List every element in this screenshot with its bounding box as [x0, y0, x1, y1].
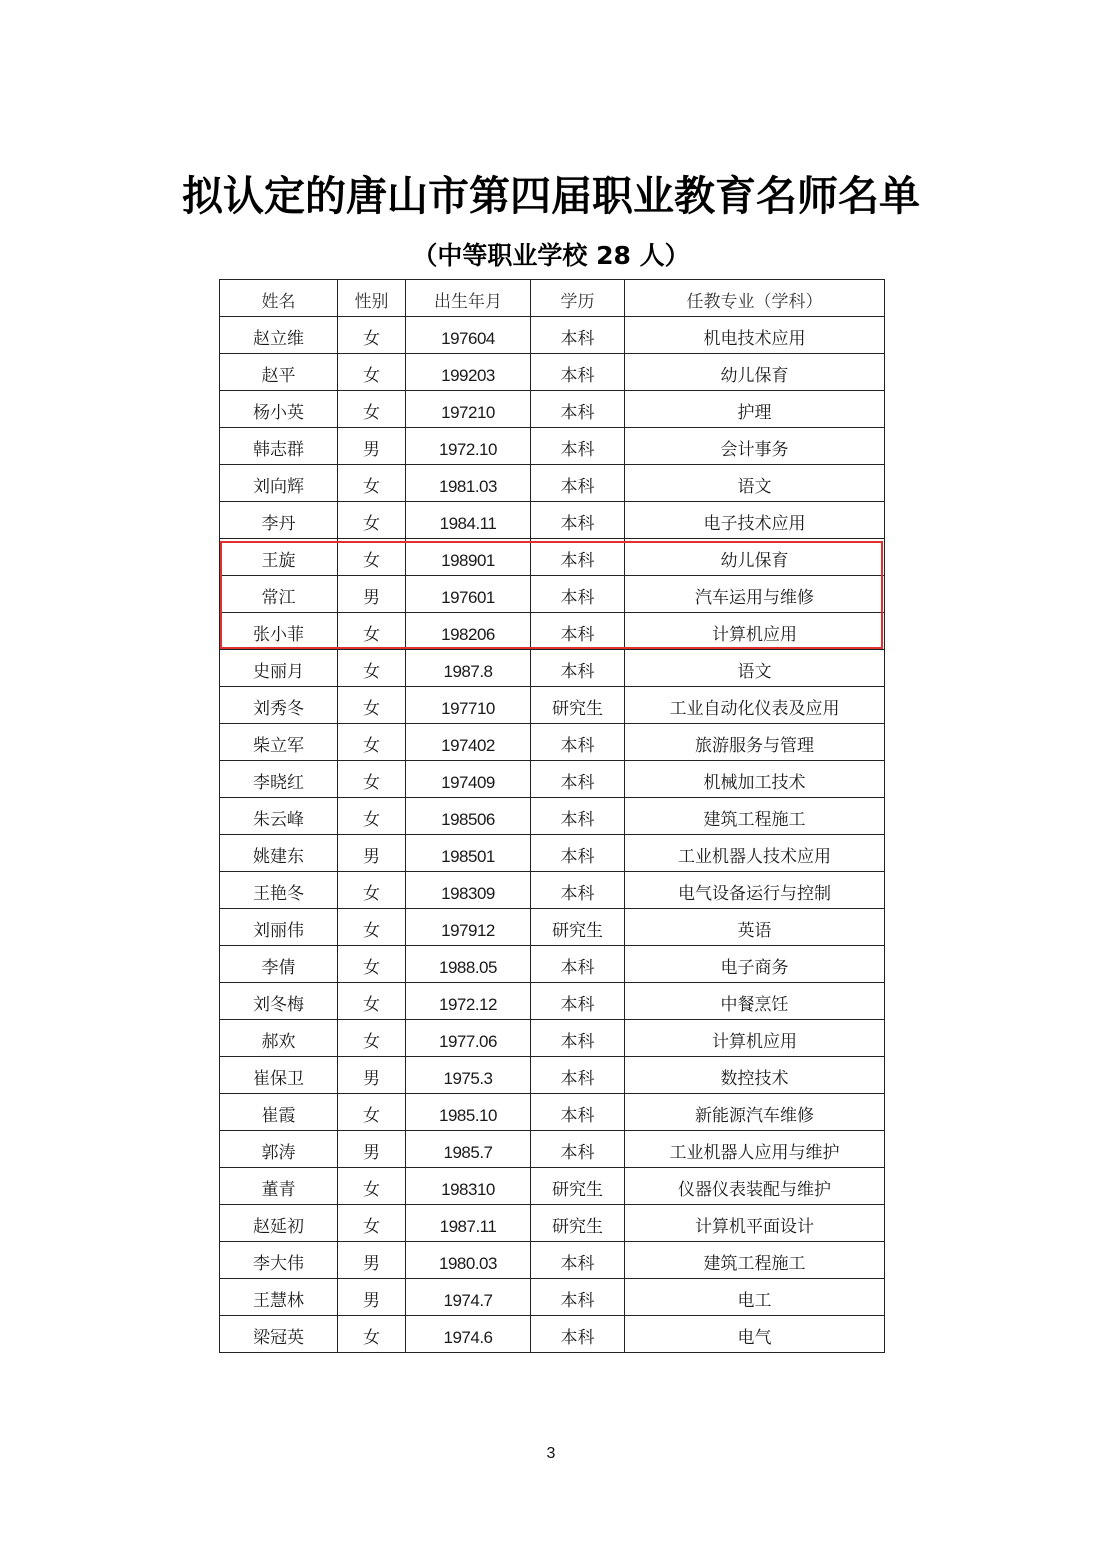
subject-cell: 电气设备运行与控制	[625, 872, 885, 909]
education-cell: 本科	[531, 761, 625, 798]
subject-cell: 中餐烹饪	[625, 983, 885, 1020]
subject-cell: 电工	[625, 1279, 885, 1316]
subject-cell: 计算机平面设计	[625, 1205, 885, 1242]
birth-cell: 1987.8	[406, 650, 531, 687]
gender-cell: 男	[338, 428, 406, 465]
table-row	[220, 835, 885, 872]
subject-cell: 计算机应用	[625, 1020, 885, 1057]
page-subtitle: （中等职业学校 28 人）	[412, 241, 690, 270]
gender-cell: 女	[338, 1020, 406, 1057]
table-row	[220, 1131, 885, 1168]
education-cell: 本科	[531, 1242, 625, 1279]
birth-cell: 198506	[406, 798, 531, 835]
gender-cell: 女	[338, 539, 406, 576]
education-cell: 本科	[531, 872, 625, 909]
subject-cell: 汽车运用与维修	[625, 576, 885, 613]
gender-cell: 男	[338, 1279, 406, 1316]
subject-cell: 仪器仪表装配与维护	[625, 1168, 885, 1205]
subject-cell: 数控技术	[625, 1057, 885, 1094]
subject-cell: 电气	[625, 1316, 885, 1353]
name-cell: 赵立维	[220, 317, 338, 354]
subject-cell: 新能源汽车维修	[625, 1094, 885, 1131]
gender-cell: 女	[338, 1205, 406, 1242]
gender-cell: 女	[338, 1094, 406, 1131]
column-header-subject: 任教专业（学科）	[625, 280, 885, 317]
education-cell: 本科	[531, 1094, 625, 1131]
name-cell: 刘向辉	[220, 465, 338, 502]
birth-cell: 1975.3	[406, 1057, 531, 1094]
subject-cell: 幼儿保育	[625, 354, 885, 391]
education-cell: 本科	[531, 835, 625, 872]
gender-cell: 女	[338, 946, 406, 983]
table-row	[220, 539, 885, 576]
table-row	[220, 465, 885, 502]
gender-cell: 女	[338, 317, 406, 354]
birth-cell: 198501	[406, 835, 531, 872]
table-row	[220, 909, 885, 946]
education-cell: 本科	[531, 946, 625, 983]
gender-cell: 男	[338, 1131, 406, 1168]
column-header-birth: 出生年月	[406, 280, 531, 317]
education-cell: 本科	[531, 983, 625, 1020]
table-header-row	[220, 280, 885, 317]
subject-cell: 计算机应用	[625, 613, 885, 650]
name-cell: 李倩	[220, 946, 338, 983]
birth-cell: 197604	[406, 317, 531, 354]
subject-cell: 建筑工程施工	[625, 1242, 885, 1279]
birth-cell: 199203	[406, 354, 531, 391]
gender-cell: 女	[338, 354, 406, 391]
subject-cell: 工业机器人技术应用	[625, 835, 885, 872]
gender-cell: 女	[338, 465, 406, 502]
name-cell: 朱云峰	[220, 798, 338, 835]
subject-cell: 工业机器人应用与维护	[625, 1131, 885, 1168]
name-cell: 李晓红	[220, 761, 338, 798]
name-cell: 史丽月	[220, 650, 338, 687]
table-row	[220, 872, 885, 909]
birth-cell: 197710	[406, 687, 531, 724]
name-cell: 崔保卫	[220, 1057, 338, 1094]
table-row	[220, 1094, 885, 1131]
birth-cell: 1977.06	[406, 1020, 531, 1057]
gender-cell: 男	[338, 835, 406, 872]
birth-cell: 198206	[406, 613, 531, 650]
gender-cell: 女	[338, 391, 406, 428]
gender-cell: 女	[338, 761, 406, 798]
education-cell: 本科	[531, 317, 625, 354]
gender-cell: 女	[338, 502, 406, 539]
gender-cell: 女	[338, 613, 406, 650]
education-cell: 研究生	[531, 1205, 625, 1242]
name-cell: 刘秀冬	[220, 687, 338, 724]
table-row	[220, 687, 885, 724]
table-row	[220, 354, 885, 391]
gender-cell: 女	[338, 983, 406, 1020]
page-number: 3	[546, 1445, 556, 1462]
subject-cell: 电子技术应用	[625, 502, 885, 539]
roster-table	[219, 279, 885, 1353]
name-cell: 柴立军	[220, 724, 338, 761]
education-cell: 本科	[531, 539, 625, 576]
name-cell: 崔霞	[220, 1094, 338, 1131]
birth-cell: 197402	[406, 724, 531, 761]
gender-cell: 女	[338, 650, 406, 687]
birth-cell: 1988.05	[406, 946, 531, 983]
gender-cell: 男	[338, 1057, 406, 1094]
name-cell: 董青	[220, 1168, 338, 1205]
table-row	[220, 1020, 885, 1057]
birth-cell: 1985.10	[406, 1094, 531, 1131]
name-cell: 李丹	[220, 502, 338, 539]
birth-cell: 1972.12	[406, 983, 531, 1020]
birth-cell: 1972.10	[406, 428, 531, 465]
table-row	[220, 946, 885, 983]
gender-cell: 女	[338, 687, 406, 724]
name-cell: 常江	[220, 576, 338, 613]
table-row	[220, 1057, 885, 1094]
table-row	[220, 317, 885, 354]
birth-cell: 1987.11	[406, 1205, 531, 1242]
birth-cell: 197409	[406, 761, 531, 798]
name-cell: 韩志群	[220, 428, 338, 465]
education-cell: 本科	[531, 650, 625, 687]
table-row	[220, 1316, 885, 1353]
name-cell: 郭涛	[220, 1131, 338, 1168]
table-row	[220, 1205, 885, 1242]
column-header-gender: 性别	[338, 280, 406, 317]
birth-cell: 1974.7	[406, 1279, 531, 1316]
name-cell: 刘冬梅	[220, 983, 338, 1020]
name-cell: 梁冠英	[220, 1316, 338, 1353]
name-cell: 杨小英	[220, 391, 338, 428]
name-cell: 赵延初	[220, 1205, 338, 1242]
birth-cell: 197210	[406, 391, 531, 428]
gender-cell: 男	[338, 1242, 406, 1279]
birth-cell: 198310	[406, 1168, 531, 1205]
birth-cell: 1974.6	[406, 1316, 531, 1353]
education-cell: 本科	[531, 1020, 625, 1057]
subject-cell: 电子商务	[625, 946, 885, 983]
education-cell: 本科	[531, 354, 625, 391]
education-cell: 本科	[531, 798, 625, 835]
education-cell: 本科	[531, 1279, 625, 1316]
table-row	[220, 613, 885, 650]
gender-cell: 女	[338, 798, 406, 835]
name-cell: 郝欢	[220, 1020, 338, 1057]
education-cell: 本科	[531, 391, 625, 428]
name-cell: 王艳冬	[220, 872, 338, 909]
birth-cell: 1984.11	[406, 502, 531, 539]
name-cell: 张小菲	[220, 613, 338, 650]
birth-cell: 1981.03	[406, 465, 531, 502]
subject-cell: 旅游服务与管理	[625, 724, 885, 761]
subject-cell: 语文	[625, 650, 885, 687]
education-cell: 本科	[531, 428, 625, 465]
subject-cell: 英语	[625, 909, 885, 946]
education-cell: 本科	[531, 502, 625, 539]
birth-cell: 1980.03	[406, 1242, 531, 1279]
subject-cell: 建筑工程施工	[625, 798, 885, 835]
roster-body	[220, 317, 885, 1353]
column-header-name: 姓名	[220, 280, 338, 317]
gender-cell: 女	[338, 872, 406, 909]
table-row	[220, 798, 885, 835]
education-cell: 本科	[531, 613, 625, 650]
name-cell: 王慧林	[220, 1279, 338, 1316]
education-cell: 本科	[531, 576, 625, 613]
subject-cell: 幼儿保育	[625, 539, 885, 576]
education-cell: 研究生	[531, 687, 625, 724]
birth-cell: 1985.7	[406, 1131, 531, 1168]
subject-cell: 护理	[625, 391, 885, 428]
table-row	[220, 724, 885, 761]
gender-cell: 女	[338, 909, 406, 946]
gender-cell: 女	[338, 724, 406, 761]
table-row	[220, 428, 885, 465]
education-cell: 本科	[531, 465, 625, 502]
page-title: 拟认定的唐山市第四届职业教育名师名单	[182, 172, 920, 220]
table-row	[220, 1242, 885, 1279]
education-cell: 研究生	[531, 1168, 625, 1205]
birth-cell: 197912	[406, 909, 531, 946]
name-cell: 刘丽伟	[220, 909, 338, 946]
education-cell: 本科	[531, 1057, 625, 1094]
name-cell: 李大伟	[220, 1242, 338, 1279]
birth-cell: 198901	[406, 539, 531, 576]
subject-cell: 会计事务	[625, 428, 885, 465]
table-row	[220, 761, 885, 798]
table-row	[220, 502, 885, 539]
name-cell: 王旋	[220, 539, 338, 576]
subject-cell: 机械加工技术	[625, 761, 885, 798]
table-row	[220, 650, 885, 687]
table-row	[220, 1279, 885, 1316]
table-row	[220, 391, 885, 428]
subject-cell: 语文	[625, 465, 885, 502]
name-cell: 姚建东	[220, 835, 338, 872]
table-row	[220, 1168, 885, 1205]
gender-cell: 男	[338, 576, 406, 613]
education-cell: 本科	[531, 724, 625, 761]
education-cell: 本科	[531, 1131, 625, 1168]
birth-cell: 197601	[406, 576, 531, 613]
birth-cell: 198309	[406, 872, 531, 909]
subject-cell: 工业自动化仪表及应用	[625, 687, 885, 724]
subject-cell: 机电技术应用	[625, 317, 885, 354]
table-row	[220, 983, 885, 1020]
education-cell: 本科	[531, 1316, 625, 1353]
name-cell: 赵平	[220, 354, 338, 391]
gender-cell: 女	[338, 1316, 406, 1353]
table-row	[220, 576, 885, 613]
column-header-education: 学历	[531, 280, 625, 317]
gender-cell: 女	[338, 1168, 406, 1205]
education-cell: 研究生	[531, 909, 625, 946]
